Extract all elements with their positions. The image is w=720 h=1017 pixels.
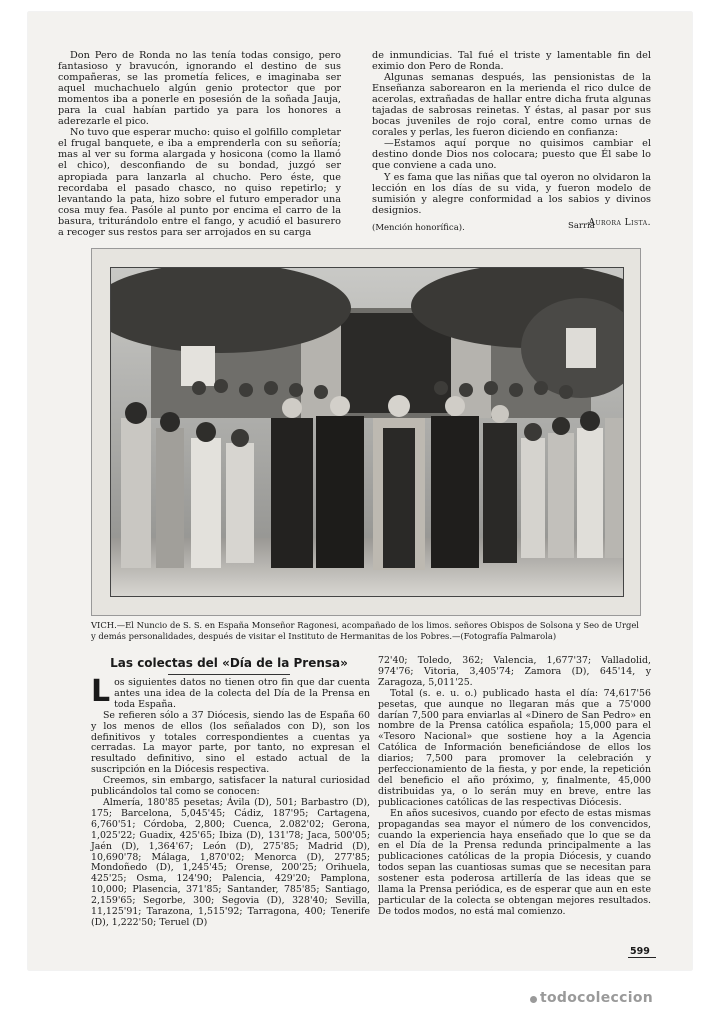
article-lead: os siguientes datos no tienen otro fin que dar cuenta antes una idea de la colecta del Día de la Prensa en toda España. [114, 677, 370, 710]
story-paragraph: —Estamos aquí porque no quisimos cambiar el destino donde Dios nos colocara; puesto que Él sabe lo que conviene a cada uno. [372, 138, 651, 172]
page-number-rule [628, 957, 656, 958]
article-paragraph: Se refieren sólo a 37 Diócesis, siendo las de España 60 y los menos de ellos (los señalados con D), son los definitivos y totales correspondientes a cuentas ya cerradas. La mayor parte, por tanto, no expresan el resultado definitivo, sino el estado actual de la suscripción en la Diócesis respectiva. [91, 709, 370, 776]
drop-cap: L [91, 674, 111, 709]
story-place: Sarriá [568, 221, 595, 231]
title-underline [168, 674, 290, 675]
honorable-mention: (Mención honorífica). [372, 223, 465, 233]
article-left-column [91, 674, 370, 929]
story-author: Aurora Lista. [588, 217, 651, 228]
article-paragraph: En años sucesivos, cuando por efecto de estas mismas propagandas sea mayor el número de los convencidos, cuando la experiencia haya enseñado que lo que se da en el Día de la Prensa redunda principalmente a las publicaciones católicas de la propia Diócesis, y cuando todos sepan las cuantiosas sumas que se necesitan para sostener esta poderosa artillería de las ideas que se llama la Prensa periódica, es de esperar que aun en este particular de la colecta se obtengan mejores resultados. De todos modos, no está mal comienzo. [378, 807, 651, 917]
photo-caption: VICH.—El Nuncio de S. S. en España Monseñor Ragonesi, acompañado de los limos. señores Obispos de Solsona y Seo de Urgel y demás personalidades, después de visitar el Instituto de Hermanitas de los Pobres.—(Fotografía Palmarola) [91, 620, 639, 641]
photo-illustration [111, 268, 623, 596]
article-paragraph: Creemos, sin embargo, satisfacer la natural curiosidad publicándolos tal como se conocen: [91, 775, 370, 798]
story-right-column [372, 50, 651, 229]
watermark-logo-icon [530, 996, 537, 1003]
story-paragraph: Y es fama que las niñas que tal oyeron no olvidaron la lección en los días de su vida, y fueron modelo de sumisión y alegre conformidad a los sabios y divinos designios. [372, 171, 651, 216]
watermark: todocoleccion [540, 990, 654, 1006]
article-paragraph: 72'40; Toledo, 362; Valencia, 1,677'37; Valladolid, 974'76; Vitoria, 3,405'74; Zamora (D), 645'14, y Zaragoza, 5,011'25. [378, 655, 651, 688]
story-paragraph: No tuvo que esperar mucho: quiso el golfillo completar el frugal banquete, e iba a emprenderla con su señoría; mas al ver su forma alargada y hosicona (como la llamó el chico), desconfiando de su bondad, juzgó ser apropiada para lanzarla al chucho. Pero éste, que recordaba el pasado chasco, no quiso repetirlo; y levantando la pata, hizo sobre el futuro emperador una cosa muy fea. Pasóle al punto por encima el carro de la basura, triturándolo entre el fango, y acudió el basurero a recoger sus restos para ser arrojados en su carga [58, 127, 341, 238]
story-paragraph: de inmundicias. Tal fué el triste y lamentable fin del eximio don Pero de Ronda. [372, 50, 651, 73]
article-paragraph: Total (s. e. u. o.) publicado hasta el día: 74,617'56 pesetas, que aunque no llegaran más que a 75'000 darían 7,500 para enviarlas al «Dinero de San Pedro» en nombre de la Prensa católica española; 15,000 para el «Tesoro Nacional» que sostiene hoy a la Agencia Católica de Información beneficiándose de ellos los diarios; 7,500 para promover la celebración y perfeccionamiento de la fiesta, y por ende, la repetición del beneficio el año próximo, y, finalmente, 45,000 distribuidas ya, o lo serán muy en breve, entre las publicaciones católicas de las respectivas Diócesis. [378, 687, 651, 808]
article-right-column [378, 656, 651, 918]
article-paragraph: Almería, 180'85 pesetas; Ávila (D), 501; Barbastro (D), 175; Barcelona, 5,045'45; Cádiz, 187'95; Cartagena, 6,760'51; Córdoba, 2,800; Cuenca, 2.082'02; Gerona, 1,025'22; Guadix, 425'65; Ibiza (D), 131'78; Jaca, 500'05; Jaén (D), 1,364'67; León (D), 275'85; Madrid (D), 10,690'78; Málaga, 1,870'02; Menorca (D), 277'85; Mondoñedo (D), 1,245'45; Orense, 200'25; Orihuela, 425'25; Osma, 124'90; Palencia, 429'20; Pamplona, 10,000; Plasencia, 371'85; Santander, 785'85; Santiago, 2,159'65; Segorbe, 300; Segovia (D), 328'40; Sevilla, 11,125'91; Tarazona, 1,515'92; Tarragona, 400; Tenerife (D), 1,222'50; Teruel (D) [91, 796, 370, 928]
article-paragraph [91, 674, 370, 711]
group-photograph [110, 267, 624, 597]
page-number: 599 [630, 946, 650, 957]
article-title: Las colectas del «Día de la Prensa» [110, 656, 348, 670]
story-paragraph: Algunas semanas después, las pensionistas de la Enseñanza saborearon en la merienda el rico dulce de acerolas, extrañadas de hallar entre dicha fruta algunas tajadas de sabrosas reinetas. Y éstas, al pasar por sus bocas juveniles de rojo coral, entre como urnas de corales y perlas, les fueron diciendo en confianza: [372, 72, 651, 139]
photo-frame [91, 248, 641, 616]
story-paragraph: Don Pero de Ronda no las tenía todas consigo, pero fantasioso y bravucón, ignorando el destino de sus compañeras, se las prometía felices, e imaginaba ser aquel muchachuelo algún genio protector que por momentos iba a ponerle en posesión de la soñada Jauja, para la cual habían partido ya para los honores a aderezarle el pico. [58, 50, 341, 128]
story-left-column [58, 50, 341, 238]
